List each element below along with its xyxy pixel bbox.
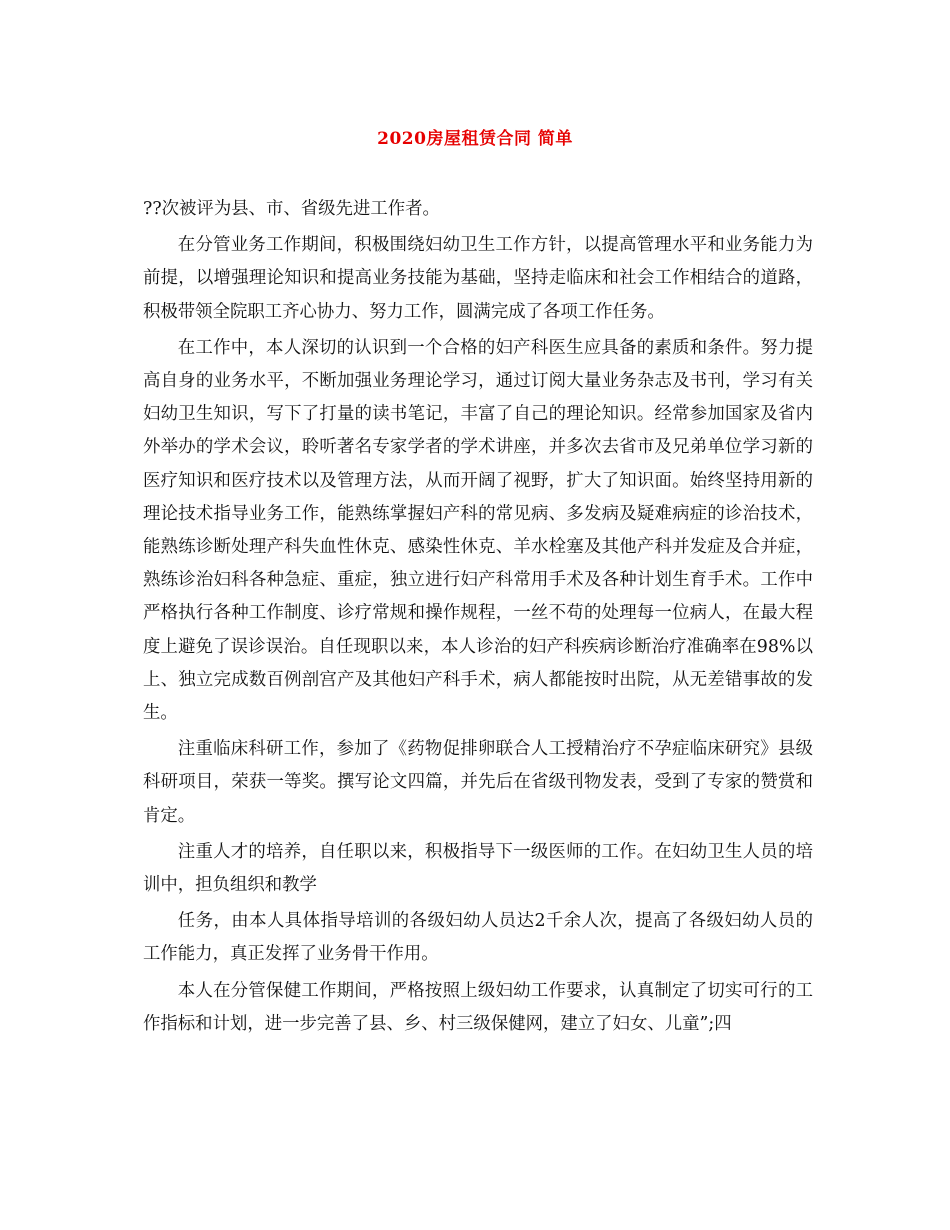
paragraph-7: 本人在分管保健工作期间，严格按照上级妇幼工作要求，认真制定了切实可行的工作指标和计划，进一步完善了县、乡、村三级保健网，建立了妇女、儿童”;四 xyxy=(143,980,813,1034)
paragraph-1: ??次被评为县、市、省级先进工作者。 xyxy=(143,199,440,219)
paragraph-2: 在分管业务工作期间，积极围绕妇幼卫生工作方针，以提高管理水平和业务能力为前提，以增强理论知识和提高业务技能为基础，坚持走临床和社会工作相结合的道路，积极带领全院职工齐心协力、努力工作，圆满完成了各项工作任务。 xyxy=(143,235,813,322)
paragraph-6: 任务，由本人具体指导培训的各级妇幼人员达2千余人次，提高了各级妇幼人员的工作能力，真正发挥了业务骨干作用。 xyxy=(143,911,813,965)
document-body xyxy=(143,193,813,1041)
paragraph-3: 在工作中，本人深切的认识到一个合格的妇产科医生应具备的素质和条件。努力提高自身的业务水平，不断加强业务理论学习，通过订阅大量业务杂志及书刊，学习有关妇幼卫生知识，写下了打量的读书笔记，丰富了自己的理论知识。经常参加国家及省内外举办的学术会议，聆听著名专家学者的学术讲座，并多次去省市及兄弟单位学习新的医疗知识和医疗技术以及管理方法，从而开阔了视野，扩大了知识面。始终坚持用新的理论技术指导业务工作，能熟练掌握妇产科的常见病、多发病及疑难病症的诊治技术，能熟练诊断处理产科失血性休克、感染性休克、羊水栓塞及其他产科并发症及合并症，熟练诊治妇科各种急症、重症，独立进行妇产科常用手术及各种计划生育手术。工作中严格执行各种工作制度、诊疗常规和操作规程，一丝不苟的处理每一位病人，在最大程度上避免了误诊误治。自任现职以来，本人诊治的妇产科疾病诊断治疗准确率在98%以上、独立完成数百例剖宫产及其他妇产科手术，病人都能按时出院，从无差错事故的发生。 xyxy=(143,337,813,724)
paragraph-5: 注重人才的培养，自任职以来，积极指导下一级医师的工作。在妇幼卫生人员的培训中，担负组织和教学 xyxy=(143,841,813,896)
paragraph-4: 注重临床科研工作，参加了《药物促排卵联合人工授精治疗不孕症临床研究》县级科研项目，荣获一等奖。撰写论文四篇，并先后在省级刊物发表，受到了专家的赞赏和肯定。 xyxy=(143,739,813,826)
document-title: 2020房屋租赁合同 简单 xyxy=(377,129,573,149)
